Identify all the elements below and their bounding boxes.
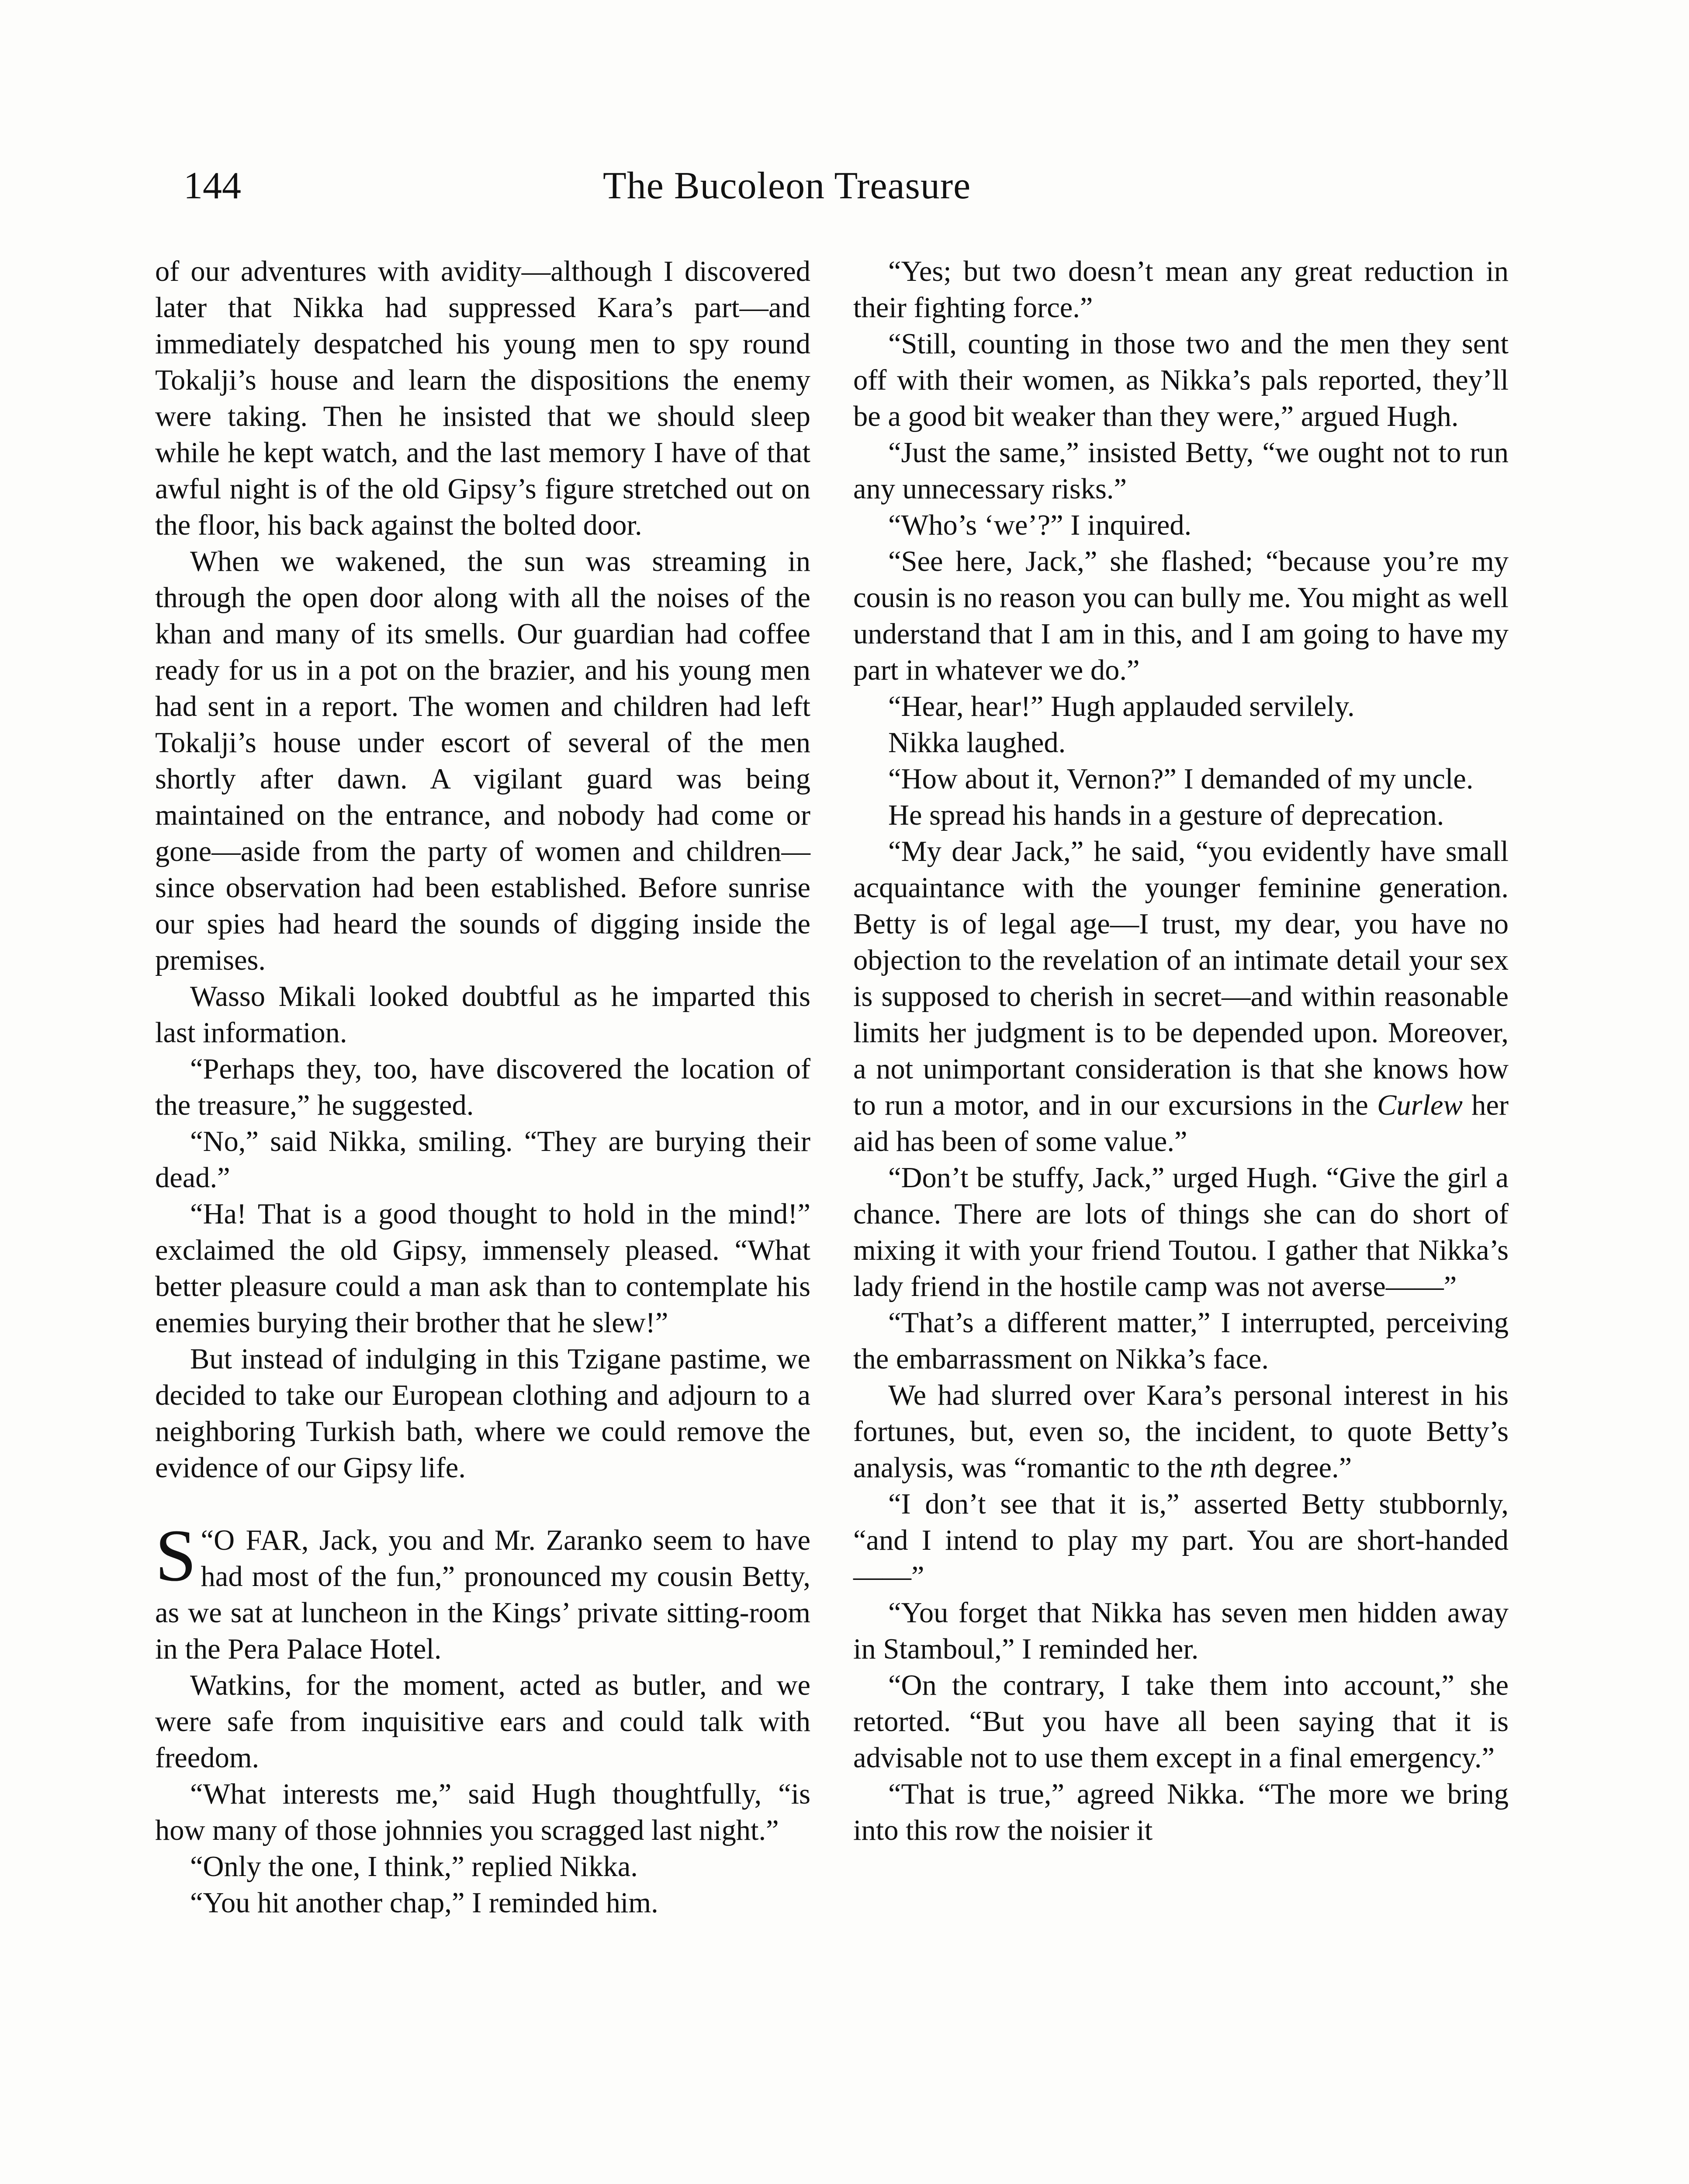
paragraph: “Yes; but two doesn’t mean any great reduction in their fighting force.” <box>853 256 1509 324</box>
paragraph-text: “My dear Jack,” he said, “you evidently have small acquaintance with the younger feminine generation. Betty is of legal age—I trust, my dear, you have no objection to the revelation of an intimate detail your sex is supposed to cherish in secret—and within reasonable limits her judgment is to be depended upon. Moreover, a not unimportant consideration is that she knows how to run a motor, and in our excursions in the <box>853 836 1509 1121</box>
paragraph: “Only the one, I think,” replied Nikka. <box>190 1851 638 1883</box>
paragraph: Watkins, for the moment, acted as butler, and we were safe from inquisitive ears and could talk with freedom. <box>155 1669 810 1774</box>
paragraph-text: Jack, you and Mr. Zaranko seem to have had most of the fun,” pronounced my cousin Betty, as we sat at luncheon in the Kings’ private sitting-room in the Pera Palace Hotel. <box>155 1524 810 1665</box>
paragraph: “Perhaps they, too, have discovered the location of the treasure,” he suggested. <box>155 1053 810 1121</box>
paragraph: When we wakened, the sun was streaming in through the open door along with all the noises of the khan and many of its smells. Our guardian had coffee ready for us in a pot on the brazier, and his young men had sent in a report. The women and children had left Tokalji’s house under escort of several of the men shortly after dawn. A vigilant guard was being maintained on the entrance, and nobody had come or gone—aside from the party of women and children—since observation had been established. Before sunrise our spies had heard the sounds of digging inside the premises. <box>155 546 810 976</box>
paragraph: “Who’s ‘we’?” I inquired. <box>888 509 1192 541</box>
section-opening-paragraph <box>155 1514 810 1667</box>
paragraph-text: We had slurred over Kara’s personal interest in his fortunes, but, even so, the incident, to quote Betty’s analysis, was “romantic to the <box>853 1379 1509 1484</box>
paragraph: “Still, counting in those two and the men they sent off with their women, as Nikka’s pals reported, they’ll be a good bit weaker than they were,” argued Hugh. <box>853 328 1509 432</box>
paragraph: “You forget that Nikka has seven men hidden away in Stamboul,” I reminded her. <box>853 1597 1509 1665</box>
paragraph <box>853 833 1509 1160</box>
drop-cap: S <box>155 1514 197 1597</box>
ship-name-italic: Curlew <box>1377 1089 1463 1121</box>
paragraph: “You hit another chap,” I reminded him. <box>190 1887 658 1919</box>
paragraph-text: th degree.” <box>1224 1452 1352 1484</box>
lead-in-caps: O FAR, <box>214 1524 309 1556</box>
paragraph: “No,” said Nikka, smiling. “They are burying their dead.” <box>155 1126 810 1194</box>
page-number: 144 <box>183 165 241 207</box>
paragraph: “That’s a different matter,” I interrupted, perceiving the embarrassment on Nikka’s face. <box>853 1307 1509 1375</box>
paragraph: “Hear, hear!” Hugh applauded servilely. <box>888 691 1355 722</box>
right-column <box>853 253 1509 1849</box>
paragraph: “Ha! That is a good thought to hold in the mind!” exclaimed the old Gipsy, immensely pleased. “What better pleasure could a man ask than to contemplate his enemies burying their brother that he slew!” <box>155 1198 810 1339</box>
running-head: The Bucoleon Treasure <box>603 165 971 207</box>
paragraph <box>853 1377 1509 1486</box>
paragraph: “That is true,” agreed Nikka. “The more we bring into this row the noisier it <box>853 1778 1509 1846</box>
paragraph: He spread his hands in a gesture of deprecation. <box>888 799 1444 831</box>
paragraph: “Just the same,” insisted Betty, “we ought not to run any unnecessary risks.” <box>853 437 1509 505</box>
paragraph: “I don’t see that it is,” asserted Betty stubbornly, “and I intend to play my part. You are short-handed——” <box>853 1488 1509 1593</box>
paragraph: of our adventures with avidity—although I discovered later that Nikka had suppressed Kara’s part—and immediately despatched his young men to spy round Tokalji’s house and learn the dispositions the enemy were taking. Then he insisted that we should sleep while he kept watch, and the last memory I have of that awful night is of the old Gipsy’s figure stretched out on the floor, his back against the bolted door. <box>155 256 810 541</box>
paragraph: “What interests me,” said Hugh thoughtfully, “is how many of those johnnies you scragged last night.” <box>155 1778 810 1846</box>
paragraph: “See here, Jack,” she flashed; “because you’re my cousin is no reason you can bully me. You might as well understand that I am in this, and I am going to have my part in whatever we do.” <box>853 546 1509 686</box>
paragraph: “Don’t be stuffy, Jack,” urged Hugh. “Give the girl a chance. There are lots of things she can do short of mixing it with your friend Toutou. I gather that Nikka’s lady friend in the hostile camp was not averse——” <box>853 1162 1509 1303</box>
opening-quote: “ <box>201 1524 214 1556</box>
paragraph: But instead of indulging in this Tzigane pastime, we decided to take our European clothing and adjourn to a neighboring Turkish bath, where we could remove the evidence of our Gipsy life. <box>155 1343 810 1484</box>
paragraph: “How about it, Vernon?” I demanded of my uncle. <box>888 763 1474 795</box>
italic-n: n <box>1210 1452 1225 1484</box>
paragraph: Wasso Mikali looked doubtful as he imparted this last information. <box>155 981 810 1049</box>
left-column <box>155 253 810 1921</box>
paragraph-text: her aid has been of some value.” <box>853 1089 1509 1158</box>
paragraph: “On the contrary, I take them into account,” she retorted. “But you have all been saying that it is advisable not to use them except in a final emergency.” <box>853 1669 1509 1774</box>
paragraph: Nikka laughed. <box>888 727 1066 759</box>
